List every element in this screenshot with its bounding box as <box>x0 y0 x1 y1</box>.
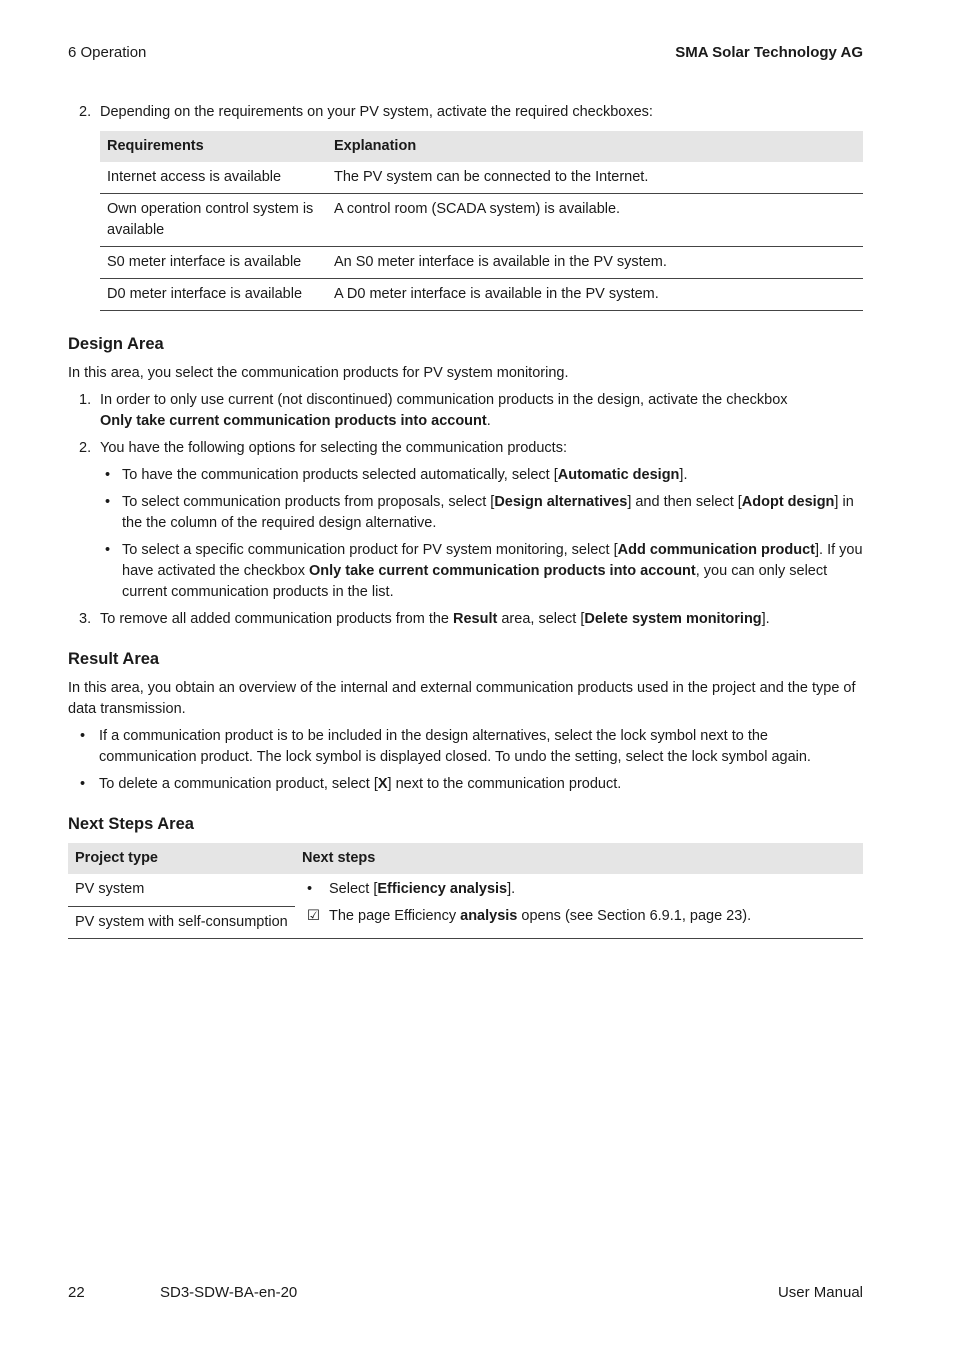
result-text: The page Efficiency <box>329 908 461 925</box>
step-text: ]. <box>761 611 770 628</box>
design-step-2 <box>68 438 863 459</box>
bullet-icon: • <box>105 542 111 559</box>
result-bullet-lock <box>68 726 863 768</box>
bullet-bold: Add communication product <box>617 542 815 559</box>
bullet-bold: Automatic design <box>557 467 680 484</box>
design-bullet-automatic <box>68 465 863 486</box>
footer-page-number: 22 <box>68 1284 85 1301</box>
table-row <box>100 162 863 194</box>
bullet-bold: Only take current communication products into account <box>309 563 696 580</box>
checkbox-checked-icon: ☑ <box>307 908 320 925</box>
bullet-text: ] in the the column of the required design alternative. <box>122 494 854 532</box>
step-number: 2. <box>79 104 92 120</box>
step-text: In order to only use current (not discontinued) communication products in the design, activate the checkbox <box>100 392 788 409</box>
table-cell: Internet access is available <box>100 162 327 194</box>
result-area-heading: Result Area <box>68 650 160 669</box>
table-row <box>68 874 863 906</box>
next-step-action <box>307 879 856 900</box>
bullet-icon: • <box>105 494 111 511</box>
step-text: You have the following options for selecting the communication products: <box>100 440 567 457</box>
design-area-intro: In this area, you select the communication products for PV system monitoring. <box>68 365 569 382</box>
col-header-next-steps: Next steps <box>295 843 863 874</box>
bullet-text: ] next to the communication product. <box>387 776 622 793</box>
intro-step <box>68 102 863 123</box>
step-text: Depending on the requirements on your PV system, activate the required checkboxes: <box>100 104 653 120</box>
footer-document-title: User Manual <box>777 1284 863 1301</box>
table-cell: D0 meter interface is available <box>100 279 327 311</box>
step-number: 2. <box>79 440 92 457</box>
bullet-text: If a communication product is to be included in the design alternatives, select the lock symbol next to the communication product. The lock symbol is displayed closed. To undo the setting, select the lock symbol again. <box>99 728 811 766</box>
step-text: area, select [ <box>497 611 585 628</box>
design-step-3 <box>68 609 863 630</box>
table-header-row <box>68 843 863 874</box>
action-text: Select [ <box>329 881 378 898</box>
footer-document-code: SD3-SDW-BA-en-20 <box>160 1284 298 1301</box>
header-section: 6 Operation <box>68 44 147 61</box>
step-text: To remove all added communication products from the <box>100 611 454 628</box>
next-steps-heading: Next Steps Area <box>68 815 194 834</box>
bullet-icon: • <box>105 467 111 484</box>
table-cell: The PV system can be connected to the Internet. <box>327 162 863 194</box>
step-bold: Delete system monitoring <box>584 611 762 628</box>
step-end: . <box>486 413 491 430</box>
table-cell: A D0 meter interface is available in the PV system. <box>327 279 863 311</box>
table-row <box>100 279 863 311</box>
result-bullet-delete <box>68 774 863 795</box>
bullet-text: , you can only select current communication products in the list. <box>122 563 828 601</box>
col-header-project-type: Project type <box>68 843 295 874</box>
table-cell: Own operation control system is available <box>100 194 327 247</box>
bullet-bold: Design alternatives <box>494 494 628 511</box>
design-area-heading: Design Area <box>68 335 164 354</box>
bullet-text: To have the communication products selected automatically, select [ <box>122 467 558 484</box>
bullet-icon: • <box>80 728 86 745</box>
checkbox-name: Only take current communication products into account <box>100 413 487 430</box>
step-number: 3. <box>79 611 92 628</box>
project-type-cell: PV system <box>68 874 295 906</box>
table-cell: A control room (SCADA system) is available. <box>327 194 863 247</box>
bullet-text: ]. If you have activated the checkbox <box>122 542 863 580</box>
bullet-text: ]. <box>679 467 688 484</box>
next-steps-cell <box>295 874 863 939</box>
col-header-explanation: Explanation <box>327 131 863 162</box>
step-bold: Result <box>453 611 498 628</box>
bullet-bold: X <box>377 776 388 793</box>
step-number: 1. <box>79 392 92 409</box>
action-bold: Efficiency analysis <box>377 881 508 898</box>
design-bullet-alternatives <box>68 492 863 534</box>
bullet-text: To select a specific communication product for PV system monitoring, select [ <box>122 542 618 559</box>
bullet-text: To delete a communication product, select [ <box>99 776 378 793</box>
page-content <box>68 102 863 939</box>
requirements-table <box>100 131 863 311</box>
col-header-requirements: Requirements <box>100 131 327 162</box>
table-row <box>100 194 863 247</box>
table-header-row <box>100 131 863 162</box>
table-cell: An S0 meter interface is available in the PV system. <box>327 247 863 279</box>
table-row <box>100 247 863 279</box>
result-text: opens (see Section 6.9.1, page 23). <box>517 908 752 925</box>
bullet-icon: • <box>307 881 313 898</box>
next-steps-table <box>68 843 863 939</box>
table-cell: S0 meter interface is available <box>100 247 327 279</box>
project-type-cell: PV system with self-consumption <box>68 906 295 939</box>
bullet-text: To select communication products from proposals, select [ <box>122 494 495 511</box>
bullet-text: ] and then select [ <box>627 494 742 511</box>
action-text: ]. <box>507 881 516 898</box>
design-bullet-add-product <box>68 540 863 603</box>
design-step-1 <box>68 390 863 432</box>
next-step-result <box>307 906 856 927</box>
result-area-intro: In this area, you obtain an overview of the internal and external communication products used in the project and the type of data transmission. <box>68 680 856 718</box>
bullet-bold: Adopt design <box>741 494 835 511</box>
header-company: SMA Solar Technology AG <box>675 44 863 61</box>
result-bold: analysis <box>460 908 518 925</box>
bullet-icon: • <box>80 776 86 793</box>
